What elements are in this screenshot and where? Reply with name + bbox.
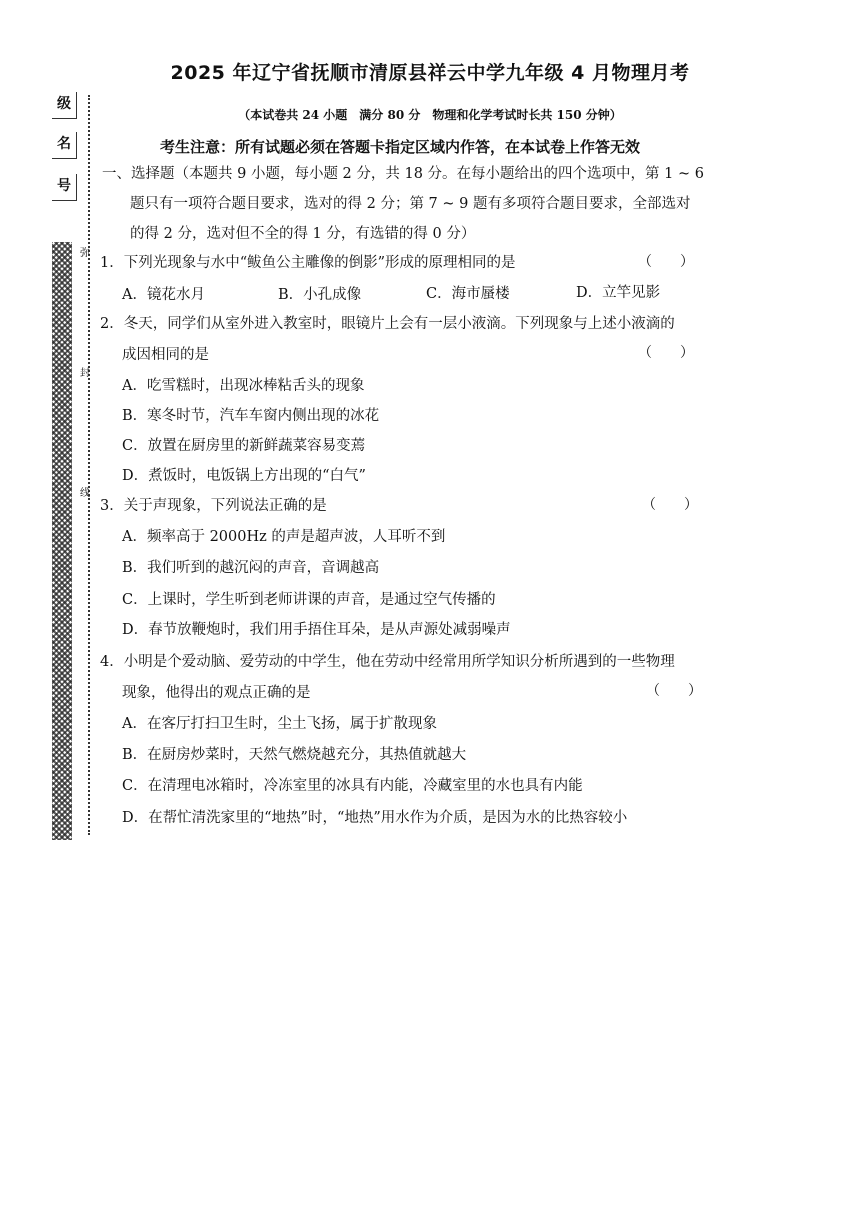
seal-char-feng: 封: [80, 368, 90, 379]
question-4-bracket: （ ）: [646, 683, 702, 699]
question-4-stem: 4．小明是个爱动脑、爱劳动的中学生，他在劳动中经常用所学知识分析所遇到的一些物理: [100, 654, 675, 670]
question-1-option-c: C．海市蜃楼: [426, 286, 510, 302]
seal-dashed-line: [88, 95, 90, 835]
number-label: 号: [52, 174, 77, 201]
class-label: 级: [52, 92, 77, 119]
question-3-option-b: B．我们听到的越沉闷的声音，音调越高: [122, 560, 380, 576]
question-4-option-a: A．在客厅打扫卫生时，尘土飞扬，属于扩散现象: [122, 716, 437, 732]
binding-hatch: [52, 242, 72, 840]
seal-char-mi: 弥: [80, 248, 90, 259]
question-4-stem-cont: 现象，他得出的观点正确的是: [122, 685, 311, 701]
section-heading-line3: 的得 2 分，选对但不全的得 1 分，有选错的得 0 分）: [130, 226, 476, 242]
question-2-option-a: A．吃雪糕时，出现冰棒粘舌头的现象: [122, 378, 365, 394]
question-2-option-d: D．煮饭时，电饭锅上方出现的“白气”: [122, 468, 366, 484]
question-3-option-a: A．频率高于 2000Hz 的声是超声波，人耳听不到: [122, 529, 446, 545]
question-2-option-b: B．寒冬时节，汽车车窗内侧出现的冰花: [122, 408, 380, 424]
question-2-stem: 2．冬天，同学们从室外进入教室时，眼镜片上会有一层小液滴。下列现象与上述小液滴的: [100, 316, 675, 332]
question-2-stem-cont: 成因相同的是: [122, 347, 209, 363]
question-4-option-b: B．在厨房炒菜时，天然气燃烧越充分，其热值就越大: [122, 747, 467, 763]
question-3-option-d: D．春节放鞭炮时，我们用手捂住耳朵，是从声源处减弱噪声: [122, 622, 511, 638]
question-2-bracket: （ ）: [638, 345, 694, 361]
question-3-stem: 3．关于声现象，下列说法正确的是: [100, 498, 327, 514]
seal-char-xian: 线: [80, 488, 90, 499]
exam-notice: 考生注意：所有试题必须在答题卡指定区域内作答，在本试卷上作答无效: [160, 138, 641, 156]
question-4-option-d: D．在帮忙清洗家里的“地热”时，“地热”用水作为介质，是因为水的比热容较小: [122, 810, 628, 826]
name-label: 名: [52, 132, 77, 159]
question-3-bracket: （ ）: [642, 497, 698, 513]
section-heading-line2: 题只有一项符合题目要求，选对的得 2 分；第 7 ~ 9 题有多项符合题目要求，全部选对: [130, 196, 691, 212]
question-4-option-c: C．在清理电冰箱时，冷冻室里的冰具有内能，冷藏室里的水也具有内能: [122, 778, 583, 794]
question-1-bracket: （ ）: [638, 254, 694, 270]
exam-title: 2025 年辽宁省抚顺市清原县祥云中学九年级 4 月物理月考: [170, 62, 690, 84]
question-1-option-a: A．镜花水月: [122, 287, 205, 303]
question-1-stem: 1．下列光现象与水中“鲅鱼公主雕像的倒影”形成的原理相同的是: [100, 255, 516, 271]
question-2-option-c: C．放置在厨房里的新鲜蔬菜容易变蔫: [122, 438, 366, 454]
question-3-option-c: C．上课时，学生听到老师讲课的声音，是通过空气传播的: [122, 592, 496, 608]
exam-subtitle: （本试卷共 24 小题 满分 80 分 物理和化学考试时长共 150 分钟）: [238, 108, 622, 122]
question-1-option-d: D．立竿见影: [576, 285, 661, 301]
question-1-option-b: B．小孔成像: [278, 287, 362, 303]
section-heading-line1: 一、选择题（本题共 9 小题，每小题 2 分，共 18 分。在每小题给出的四个选项中，第 1 ~ 6: [102, 166, 704, 182]
